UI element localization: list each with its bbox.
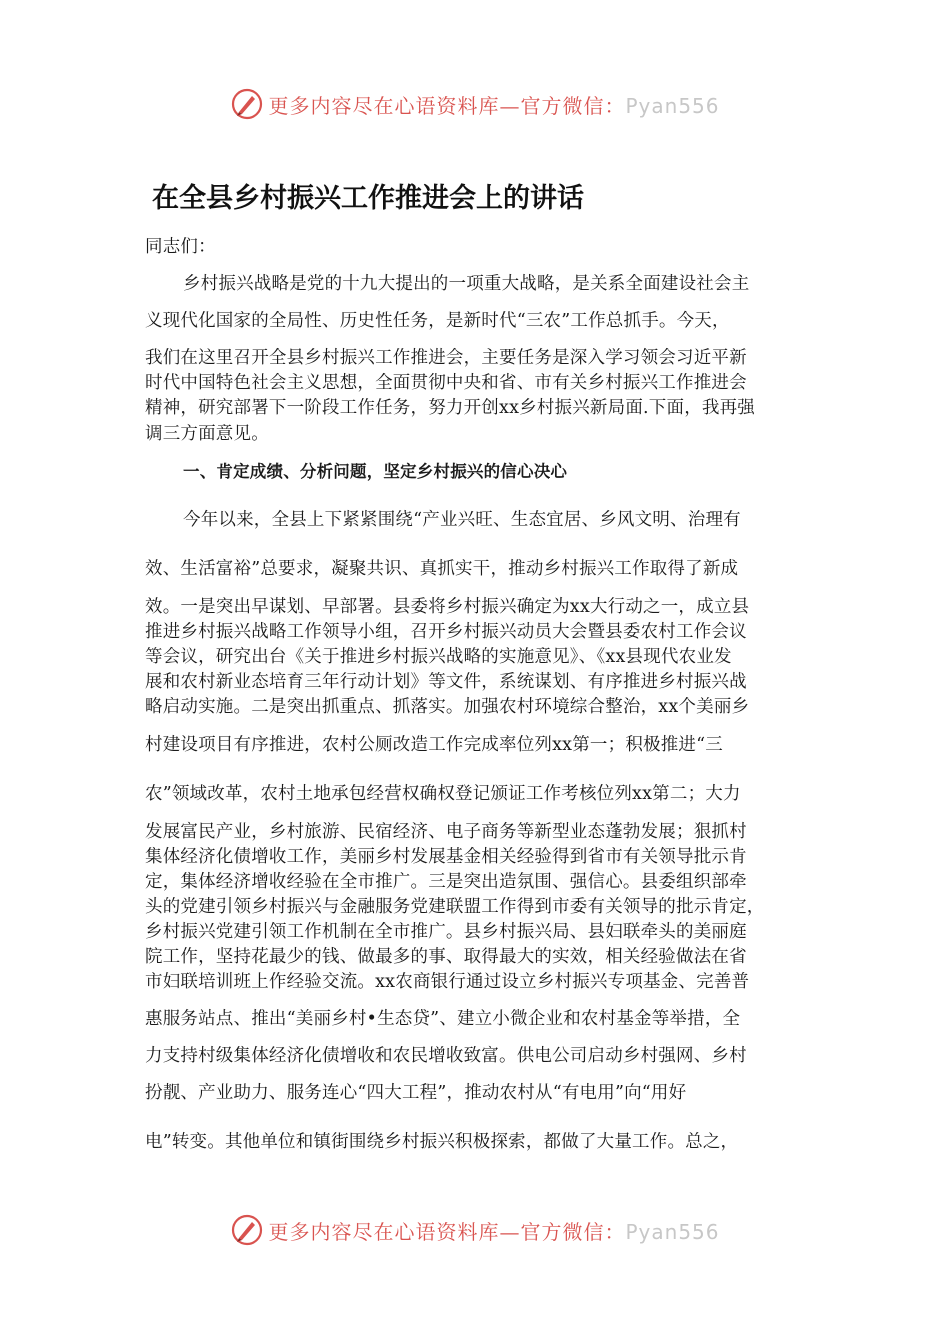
body-line: 头的党建引领乡村振兴与金融服务党建联盟工作得到市委有关领导的批示肯定，	[145, 897, 765, 917]
body-line: 村建设项目有序推进，农村公厕改造工作完成率位列xx第一；积极推进“三	[145, 735, 723, 755]
body-line: 今年以来，全县上下紧紧围绕“产业兴旺、生态宜居、乡风文明、治理有	[183, 510, 741, 530]
body-line: 定，集体经济增收经验在全市推广。三是突出造氛围、强信心。县委组织部牵	[145, 872, 747, 892]
section-heading-1: 一、肯定成绩、分析问题，坚定乡村振兴的信心决心	[183, 462, 568, 481]
footer-watermark-banner	[0, 1208, 950, 1252]
pen-logo-icon	[230, 1213, 264, 1247]
body-line: 惠服务站点、推出“美丽乡村•生态贷”、建立小微企业和农村基金等举措，全	[145, 1009, 741, 1029]
header-watermark-banner	[0, 82, 950, 126]
body-line: 乡村振兴战略是党的十九大提出的一项重大战略，是关系全面建设社会主	[183, 274, 750, 294]
body-line: 扮靓、产业助力、服务连心“四大工程”，推动农村从“有电用”向“用好	[145, 1083, 687, 1103]
body-line: 农”领域改革，农村土地承包经营权确权登记颁证工作考核位列xx第二；大力	[145, 784, 741, 804]
body-line: 略启动实施。二是突出抓重点、抓落实。加强农村环境综合整治，xx个美丽乡	[145, 697, 750, 717]
body-line: 展和农村新业态培育三年行动计划》等文件，系统谋划、有序推进乡村振兴战	[145, 672, 747, 692]
body-line: 效、生活富裕”总要求，凝聚共识、真抓实干，推动乡村振兴工作取得了新成	[145, 559, 739, 579]
body-line: 推进乡村振兴战略工作领导小组，召开乡村振兴动员大会暨县委农村工作会议	[145, 622, 747, 642]
body-line: 乡村振兴党建引领工作机制在全市推广。县乡村振兴局、县妇联牵头的美丽庭	[145, 922, 747, 942]
body-line: 市妇联培训班上作经验交流。xx农商银行通过设立乡村振兴专项基金、完善普	[145, 972, 750, 992]
body-line: 力支持村级集体经济化债增收和农民增收致富。供电公司启动乡村强网、乡村	[145, 1046, 747, 1066]
body-line: 时代中国特色社会主义思想，全面贯彻中央和省、市有关乡村振兴工作推进会	[145, 373, 747, 393]
body-line: 义现代化国家的全局性、历史性任务，是新时代“三农”工作总抓手。今天，	[145, 311, 730, 331]
banner-text: 更多内容尽在心语资料库—官方微信：Pyan556	[268, 1219, 720, 1244]
body-line: 我们在这里召开全县乡村振兴工作推进会，主要任务是深入学习领会习近平新	[145, 348, 747, 368]
salutation: 同志们：	[145, 237, 216, 257]
body-line: 等会议，研究出台《关于推进乡村振兴战略的实施意见》、《xx县现代农业发	[145, 647, 732, 667]
body-line: 精神，研究部署下一阶段工作任务，努力开创xx乡村振兴新局面.下面，我再强	[145, 398, 755, 418]
body-line: 电”转变。其他单位和镇街围绕乡村振兴积极探索，都做了大量工作。总之，	[145, 1132, 739, 1152]
document-title: 在全县乡村振兴工作推进会上的讲话	[152, 183, 584, 214]
body-line: 效。一是突出早谋划、早部署。县委将乡村振兴确定为xx大行动之一，成立县	[145, 597, 750, 617]
body-line: 集体经济化债增收工作，美丽乡村发展基金相关经验得到省市有关领导批示肯	[145, 847, 747, 867]
body-line: 院工作，坚持花最少的钱、做最多的事、取得最大的实效，相关经验做法在省	[145, 947, 747, 967]
wechat-id: Pyan556	[625, 1219, 720, 1244]
wechat-id: Pyan556	[625, 93, 720, 118]
banner-text: 更多内容尽在心语资料库—官方微信：Pyan556	[268, 93, 720, 118]
body-line: 发展富民产业，乡村旅游、民宿经济、电子商务等新型业态蓬勃发展；狠抓村	[145, 822, 747, 842]
body-line: 调三方面意见。	[145, 424, 269, 444]
pen-logo-icon	[230, 87, 264, 121]
